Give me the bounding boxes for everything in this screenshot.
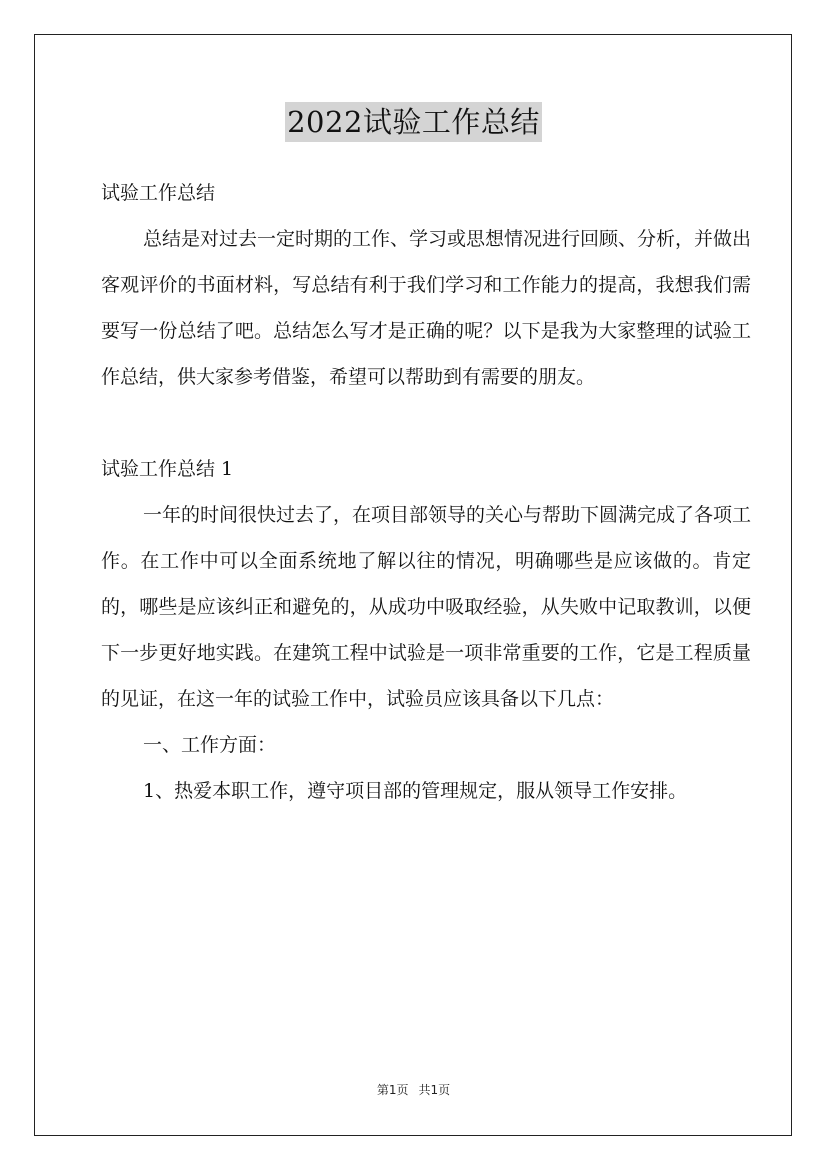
title-container	[0, 102, 827, 142]
work-aspect-subheading: 一、工作方面：	[143, 734, 277, 756]
document-body	[101, 170, 751, 814]
section1-heading: 试验工作总结 1	[101, 458, 234, 480]
page-total: 共1页	[418, 1083, 451, 1097]
list-item-1: 1、热爱本职工作，遵守项目部的管理规定，服从领导工作安排。	[143, 780, 688, 802]
spacer	[101, 400, 751, 446]
intro-paragraph: 总结是对过去一定时期的工作、学习或思想情况进行回顾、分析，并做出客观评价的书面材料，写总结有利于我们学习和工作能力的提高，我想我们需要写一份总结了吧。总结怎么写才是正确的呢？以下是我为大家整理的试验工作总结，供大家参考借鉴，希望可以帮助到有需要的朋友。	[101, 228, 752, 388]
intro-heading: 试验工作总结	[101, 182, 216, 204]
page-number: 第1页	[376, 1083, 409, 1097]
section1-paragraph: 一年的时间很快过去了，在项目部领导的关心与帮助下圆满完成了各项工作。在工作中可以全面系统地了解以往的情况，明确哪些是应该做的。肯定的，哪些是应该纠正和避免的，从成功中吸取经验，从失败中记取教训，以便下一步更好地实践。在建筑工程中试验是一项非常重要的工作，它是工程质量的见证，在这一年的试验工作中，试验员应该具备以下几点：	[101, 504, 752, 710]
page-footer	[0, 1081, 827, 1098]
document-title: 2022试验工作总结	[285, 102, 542, 142]
